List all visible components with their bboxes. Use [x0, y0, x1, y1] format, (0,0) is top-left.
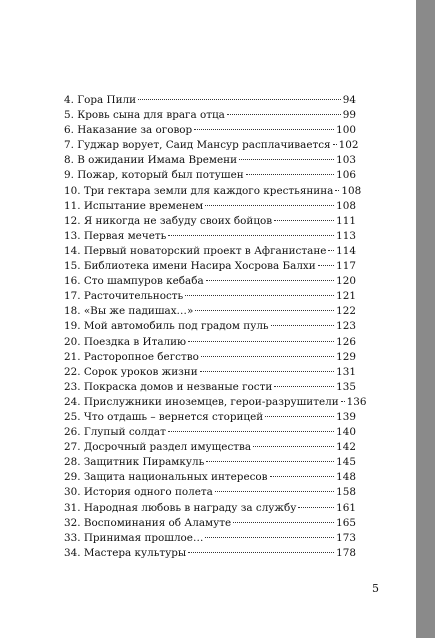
toc-entry: [64, 244, 356, 259]
toc-entry-page: 178: [336, 546, 356, 559]
toc-entry-page: 148: [336, 471, 356, 484]
toc-entry: [64, 365, 356, 380]
toc-dot-leader: [194, 129, 334, 130]
toc-dot-leader: [318, 265, 334, 266]
toc-entry-title: 5. Кровь сына для врага отца: [64, 109, 225, 122]
toc-entry-title: 4. Гора Пили: [64, 94, 137, 106]
toc-entry: [64, 335, 356, 350]
toc-entry: [64, 199, 356, 214]
toc-entry-title: 34. Мастера культуры: [64, 546, 187, 559]
toc-entry-title: 29. Защита национальных интересов: [64, 471, 268, 484]
toc-dot-leader: [239, 159, 334, 160]
toc-entry-page: 135: [336, 380, 356, 393]
toc-dot-leader: [341, 401, 345, 402]
toc-entry-title: 23. Покраска домов и незваные гости: [64, 380, 273, 393]
toc-entry-page: 131: [336, 365, 356, 378]
toc-dot-leader: [265, 416, 334, 417]
toc-entry: [64, 440, 356, 455]
toc-dot-leader: [328, 250, 334, 251]
toc-dot-leader: [298, 507, 334, 508]
toc-dot-leader: [227, 114, 341, 115]
toc-dot-leader: [195, 310, 334, 311]
toc-entry-title: 7. Гуджар ворует, Саид Мансур расплачивается: [64, 139, 331, 152]
toc-entry-title: 15. Библиотека имени Насира Хосрова Балхи: [64, 260, 316, 273]
page-number: 5: [372, 582, 379, 595]
toc-entry-page: 99: [342, 109, 356, 122]
toc-entry: [64, 516, 356, 531]
toc-entry-title: 14. Первый новаторский проект в Афганистане: [64, 244, 327, 257]
toc-dot-leader: [206, 280, 334, 281]
toc-entry: [64, 304, 356, 319]
toc-entry: [64, 425, 356, 440]
toc-dot-leader: [205, 537, 334, 538]
toc-entry-title: 18. «Вы же падишах…»: [64, 305, 194, 318]
toc-dot-leader: [185, 295, 334, 296]
toc-entry: [64, 531, 356, 546]
table-of-contents: [64, 93, 367, 561]
toc-entry-page: 161: [336, 501, 356, 514]
toc-entry-page: 113: [336, 229, 356, 242]
toc-dot-leader: [271, 325, 335, 326]
toc-entry: [64, 289, 356, 304]
toc-dot-leader: [188, 552, 334, 553]
toc-dot-leader: [233, 522, 334, 523]
toc-dot-leader: [205, 205, 334, 206]
toc-entry: [64, 350, 356, 365]
toc-entry-title: 24. Прислужники иноземцев, герои-разрушители: [64, 395, 339, 408]
toc-entry: [64, 153, 356, 168]
toc-entry: [64, 319, 356, 334]
toc-entry: [64, 470, 356, 485]
toc-entry-title: 32. Воспоминания об Аламуте: [64, 516, 232, 529]
toc-entry-page: 102: [338, 139, 359, 152]
toc-entry-page: 122: [336, 305, 356, 318]
toc-entry-title: 19. Мой автомобиль под градом пуль: [64, 320, 269, 333]
toc-entry-page: 165: [336, 516, 356, 529]
toc-entry-title: 13. Первая мечеть: [64, 229, 167, 242]
toc-entry-page: 108: [341, 184, 362, 197]
toc-dot-leader: [270, 476, 335, 477]
toc-dot-leader: [206, 461, 334, 462]
toc-entry-title: 33. Принимая прошлое…: [64, 531, 204, 544]
toc-entry-title: 8. В ожидании Имама Времени: [64, 154, 238, 167]
toc-entry-page: 136: [346, 395, 367, 408]
toc-entry-page: 158: [336, 486, 356, 499]
toc-entry: [64, 259, 356, 274]
toc-entry-page: 120: [336, 275, 356, 288]
toc-dot-leader: [335, 190, 339, 191]
toc-entry-page: 173: [336, 531, 356, 544]
toc-entry: [64, 123, 356, 138]
toc-entry-page: 106: [336, 169, 356, 182]
toc-entry: [64, 546, 356, 561]
toc-entry-title: 21. Расторопное бегство: [64, 350, 199, 363]
toc-entry: [64, 485, 356, 500]
toc-dot-leader: [333, 144, 337, 145]
toc-entry-page: 126: [336, 335, 356, 348]
toc-entry-title: 17. Расточительность: [64, 290, 184, 303]
toc-entry-page: 114: [336, 244, 356, 257]
toc-entry-title: 11. Испытание временем: [64, 199, 204, 212]
toc-entry-title: 20. Поездка в Италию: [64, 335, 187, 348]
toc-entry: [64, 168, 356, 183]
toc-entry: [64, 214, 356, 229]
toc-entry-page: 94: [342, 94, 356, 106]
toc-entry: [64, 410, 356, 425]
toc-entry-title: 9. Пожар, который был потушен: [64, 169, 244, 182]
toc-entry-title: 12. Я никогда не забуду своих бойцов: [64, 214, 273, 227]
toc-entry-page: 121: [336, 290, 356, 303]
toc-dot-leader: [274, 386, 334, 387]
toc-entry-page: 129: [336, 350, 356, 363]
toc-dot-leader: [253, 446, 334, 447]
toc-entry-page: 142: [336, 441, 356, 454]
toc-dot-leader: [188, 341, 334, 342]
toc-entry-page: 139: [336, 410, 356, 423]
toc-dot-leader: [200, 371, 334, 372]
toc-entry: [64, 380, 356, 395]
page-edge-bar: [416, 0, 435, 638]
toc-entry-page: 140: [336, 426, 356, 439]
toc-entry-page: 117: [336, 260, 356, 273]
toc-dot-leader: [168, 235, 334, 236]
toc-entry-title: 16. Сто шампуров кебаба: [64, 275, 204, 288]
toc-entry-page: 145: [336, 456, 356, 469]
toc-entry: [64, 274, 356, 289]
toc-entry-page: 100: [336, 124, 356, 137]
toc-entry-title: 26. Глупый солдат: [64, 426, 166, 439]
toc-entry: [64, 184, 362, 199]
toc-entry: [64, 455, 356, 470]
toc-entry-title: 22. Сорок уроков жизни: [64, 365, 198, 378]
toc-dot-leader: [201, 356, 334, 357]
toc-entry-title: 6. Наказание за оговор: [64, 124, 193, 137]
toc-entry: [64, 138, 359, 153]
toc-entry-page: 103: [336, 154, 356, 167]
toc-entry-title: 30. История одного полета: [64, 486, 213, 499]
toc-entry: [64, 93, 356, 108]
toc-dot-leader: [246, 174, 335, 175]
toc-entry-title: 28. Защитник Пирамкуль: [64, 456, 205, 469]
toc-entry-page: 123: [336, 320, 356, 333]
toc-entry: [64, 229, 356, 244]
toc-entry-title: 31. Народная любовь в награду за службу: [64, 501, 297, 514]
toc-entry-page: 108: [336, 199, 356, 212]
toc-dot-leader: [215, 491, 334, 492]
toc-entry-title: 10. Три гектара земли для каждого крестьянина: [64, 184, 334, 197]
toc-entry: [64, 395, 367, 410]
toc-entry-page: 111: [336, 214, 356, 227]
toc-dot-leader: [168, 431, 334, 432]
toc-entry-title: 27. Досрочный раздел имущества: [64, 441, 252, 454]
toc-dot-leader: [138, 99, 341, 100]
toc-entry: [64, 108, 356, 123]
toc-entry: [64, 501, 356, 516]
toc-dot-leader: [274, 220, 334, 221]
toc-entry-title: 25. Что отдашь – вернется сторицей: [64, 410, 264, 423]
